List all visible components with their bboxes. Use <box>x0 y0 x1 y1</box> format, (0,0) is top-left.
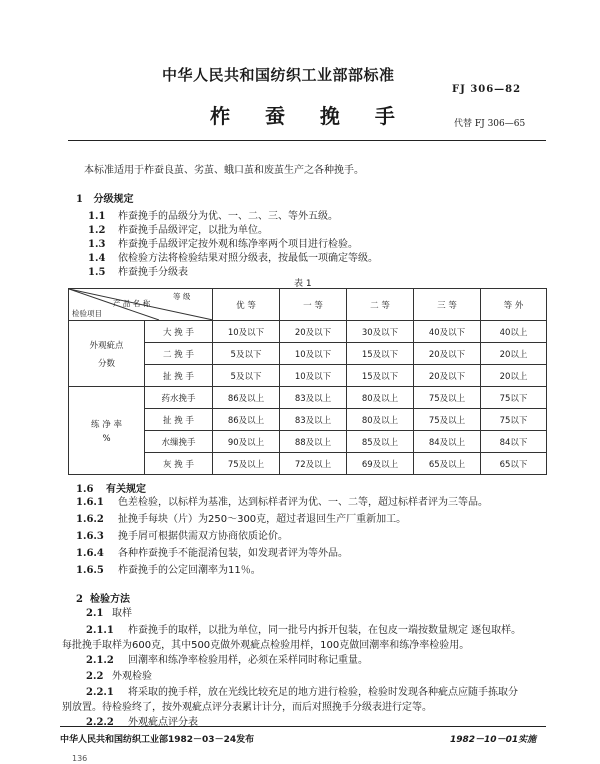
standard-code: FJ 306—82 <box>452 84 522 95</box>
list-item <box>88 225 268 237</box>
table-cell: 80及以上 <box>347 409 414 431</box>
table-cell: 15及以下 <box>347 343 414 365</box>
header-item-label: 检验项目 <box>72 309 102 318</box>
table-cell: 72及以上 <box>280 453 347 475</box>
table-cell: 83及以上 <box>280 409 347 431</box>
issue-date: 中华人民共和国纺织工业部1982－03－24发布 <box>60 735 255 745</box>
footer-rule <box>60 726 546 727</box>
table-header-row <box>69 289 547 321</box>
item-text: 扯挽手每块（片）为250～300克，超过者退回生产厂重新加工。 <box>118 514 407 525</box>
section-1-6-heading <box>76 480 146 495</box>
scope-paragraph: 本标准适用于柞蚕良茧、劣茧、蛾口茧和废茧生产之各种挽手。 <box>84 165 364 176</box>
section-title: 检验方法 <box>90 594 130 605</box>
product-name: 二 挽 手 <box>145 343 213 365</box>
grading-table <box>68 288 547 475</box>
paragraph-line <box>86 717 198 729</box>
table-cell: 20及以下 <box>280 321 347 343</box>
table-cell: 84以下 <box>481 431 547 453</box>
paragraph-line: 每批挽手取样为600克，其中500克做外观疵点检验用样，100克做回潮率和练净率检验用。 <box>62 640 470 651</box>
group-label-appearance <box>69 321 145 387</box>
item-number: 2.2.1 <box>86 687 114 698</box>
item-text: 柞蚕挽手的公定回潮率为11％。 <box>118 565 261 576</box>
diagonal-header-cell <box>69 289 213 321</box>
table-cell: 20以上 <box>481 365 547 387</box>
item-number: 1.1 <box>88 211 106 222</box>
item-text: 回潮率和练净率检验用样，必须在采样同时称记重量。 <box>128 655 368 666</box>
list-item <box>76 531 288 543</box>
section-2-heading <box>76 590 130 605</box>
table-cell: 75以下 <box>481 409 547 431</box>
section-title: 分级规定 <box>93 194 134 205</box>
subsection-heading <box>86 608 132 620</box>
item-number: 2.1.1 <box>86 625 114 636</box>
effective-date: 1982－10－01实施 <box>450 735 537 745</box>
item-number: 1.4 <box>88 253 106 264</box>
product-name: 水缫挽手 <box>145 431 213 453</box>
product-name: 大 挽 手 <box>145 321 213 343</box>
table-row <box>69 387 547 409</box>
paragraph-line <box>86 655 368 667</box>
table-cell: 90及以上 <box>213 431 280 453</box>
table-cell: 5及以下 <box>213 343 280 365</box>
item-number: 1.6.3 <box>76 531 104 542</box>
replaces-note: 代替 FJ 306—65 <box>454 119 526 129</box>
table-cell: 10及以下 <box>280 343 347 365</box>
paragraph-line: 别放置。待检验终了，按外观疵点评分表累计计分，而后对照挽手分级表进行定等。 <box>62 702 432 713</box>
group-label-line: 分数 <box>97 358 115 369</box>
table-cell: 75及以上 <box>414 409 481 431</box>
header-grade-label: 等 级 <box>173 292 191 301</box>
item-text: 柞蚕挽手的取样，以批为单位，同一批号内拆开包装，在包皮一端按数量规定 逐包取样。 <box>128 625 522 636</box>
table-cell: 83及以上 <box>280 387 347 409</box>
item-number: 1.6.5 <box>76 565 104 576</box>
grade-header: 一 等 <box>280 289 347 321</box>
list-item <box>88 239 358 251</box>
table-cell: 86及以上 <box>213 387 280 409</box>
table-cell: 75及以上 <box>213 453 280 475</box>
item-number: 2.1 <box>86 608 104 619</box>
list-item <box>76 514 406 526</box>
table-cell: 10及以下 <box>213 321 280 343</box>
item-text: 柞蚕挽手品级评定按外观和练净率两个项目进行检验。 <box>118 239 358 250</box>
paragraph-line <box>86 687 518 699</box>
item-number: 2.1.2 <box>86 655 114 666</box>
product-name: 扯 挽 手 <box>145 409 213 431</box>
item-text: 外观检验 <box>112 671 152 682</box>
table-cell: 88及以上 <box>280 431 347 453</box>
table-cell: 10及以下 <box>280 365 347 387</box>
table-cell: 20以上 <box>481 343 547 365</box>
item-text: 色差检验，以标样为基准，达到标样者评为优、一、二等，超过标样者评为三等品。 <box>118 497 488 508</box>
table-cell: 20及以下 <box>414 365 481 387</box>
item-number: 2.2.2 <box>86 717 114 728</box>
section-title: 有关规定 <box>106 484 146 495</box>
table-cell: 69及以上 <box>347 453 414 475</box>
item-text: 将采取的挽手样，放在光线比较充足的地方进行检验，检验时发现各种疵点应随手拣取分 <box>128 687 518 698</box>
list-item <box>88 211 338 223</box>
section-number: 1 <box>76 194 83 205</box>
item-text: 挽手屑可根据供需双方协商依质论价。 <box>118 531 288 542</box>
table-cell: 75以下 <box>481 387 547 409</box>
page-number: 136 <box>72 754 88 763</box>
item-text: 取样 <box>112 608 132 619</box>
table-cell: 65以下 <box>481 453 547 475</box>
paragraph-line <box>86 625 521 637</box>
product-name: 药水挽手 <box>145 387 213 409</box>
item-text: 依检验方法将检验结果对照分级表，按最低一项确定等级。 <box>118 253 378 264</box>
group-label-line: % <box>102 433 111 444</box>
table-row <box>69 321 547 343</box>
section-1-heading <box>76 190 133 205</box>
item-text: 柞蚕挽手品级评定，以批为单位。 <box>118 225 268 236</box>
table-cell: 20及以下 <box>414 343 481 365</box>
item-number: 1.6.4 <box>76 548 104 559</box>
list-item <box>88 253 378 265</box>
list-item <box>76 565 261 577</box>
header-rule <box>68 140 546 141</box>
list-item <box>76 548 348 560</box>
ministry-header: 中华人民共和国纺织工业部部标准 <box>162 66 395 84</box>
item-number: 1.5 <box>88 267 106 278</box>
list-item <box>76 497 488 509</box>
item-number: 1.2 <box>88 225 106 236</box>
list-item <box>88 267 188 279</box>
item-text: 各种柞蚕挽手不能混淆包装，如发现者评为等外品。 <box>118 548 348 559</box>
group-label-line: 外观疵点 <box>89 340 124 351</box>
grade-header: 三 等 <box>414 289 481 321</box>
table-cell: 15及以下 <box>347 365 414 387</box>
table-cell: 84及以上 <box>414 431 481 453</box>
section-number: 2 <box>76 594 83 605</box>
item-number: 1.6.2 <box>76 514 104 525</box>
table-cell: 40及以下 <box>414 321 481 343</box>
item-number: 2.2 <box>86 671 104 682</box>
table-cell: 86及以上 <box>213 409 280 431</box>
grade-header: 二 等 <box>347 289 414 321</box>
table-cell: 30及以下 <box>347 321 414 343</box>
subsection-heading <box>86 671 152 683</box>
group-label-line: 练 净 率 <box>91 419 122 430</box>
item-number: 1.3 <box>88 239 106 250</box>
table-cell: 5及以下 <box>213 365 280 387</box>
document-title: 柞 蚕 挽 手 <box>210 104 409 128</box>
group-label-scouring-yield <box>69 387 145 475</box>
section-number: 1.6 <box>76 484 94 495</box>
table-cell: 85及以上 <box>347 431 414 453</box>
table-caption: 表 1 <box>294 279 312 289</box>
item-text: 柞蚕挽手的品级分为优、一、二、三、等外五级。 <box>118 211 338 222</box>
product-name: 灰 挽 手 <box>145 453 213 475</box>
table-cell: 65及以上 <box>414 453 481 475</box>
item-text: 柞蚕挽手分级表 <box>118 267 188 278</box>
grade-header: 等 外 <box>481 289 547 321</box>
grade-header: 优 等 <box>213 289 280 321</box>
product-name: 扯 挽 手 <box>145 365 213 387</box>
header-product-label: 产 品 名 称 <box>113 299 151 308</box>
table-cell: 40以上 <box>481 321 547 343</box>
table-cell: 80及以上 <box>347 387 414 409</box>
table-cell: 75及以上 <box>414 387 481 409</box>
item-text: 外观疵点评分表 <box>128 717 198 728</box>
item-number: 1.6.1 <box>76 497 104 508</box>
